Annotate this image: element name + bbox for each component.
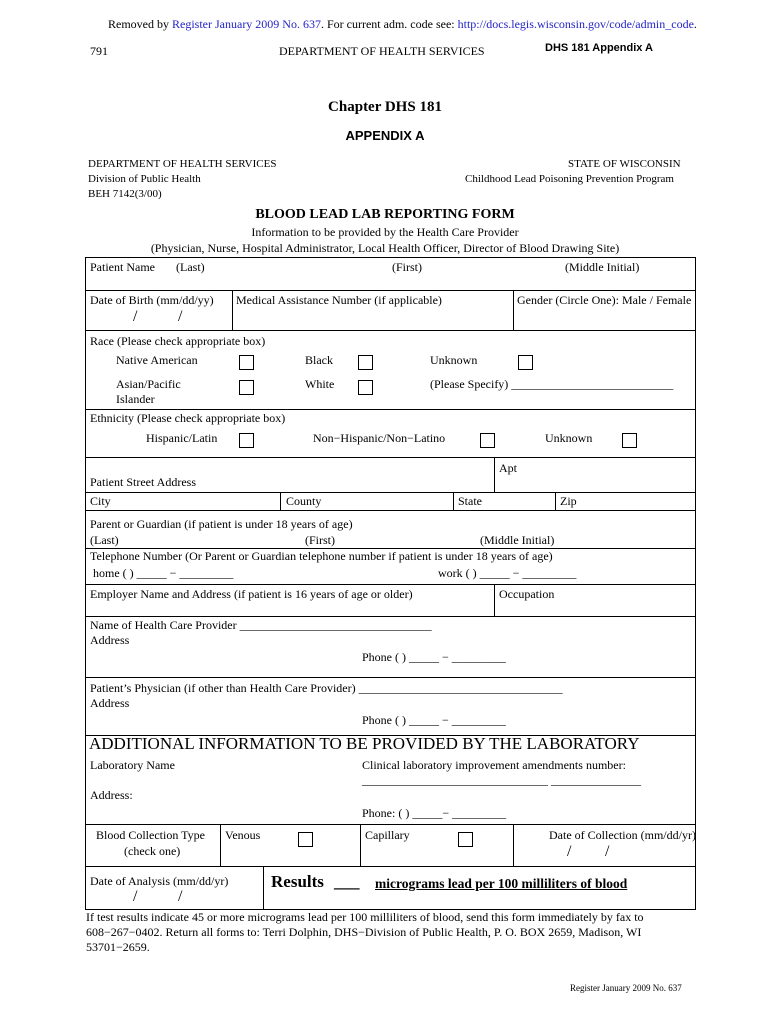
race-white-label: White [305, 377, 335, 391]
employer-label: Employer Name and Address (if patient is 16 years of age or older) [90, 587, 413, 601]
form-subtitle: Information to be provided by the Health Care Provider [251, 225, 519, 239]
removal-notice [108, 17, 697, 32]
race-native-checkbox[interactable] [239, 355, 254, 370]
ethnicity-hispanic-checkbox[interactable] [239, 433, 254, 448]
race-label: Race (Please check appropriate box) [90, 334, 266, 348]
patient-middle-label: (Middle Initial) [565, 260, 640, 274]
ethnicity-unknown-checkbox[interactable] [622, 433, 637, 448]
patient-name-label: Patient Name [90, 260, 155, 274]
header-appendix-ref: DHS 181 Appendix A [545, 42, 653, 54]
capillary-checkbox[interactable] [458, 832, 473, 847]
race-black-label: Black [305, 353, 333, 367]
lab-name-label: Laboratory Name [90, 758, 175, 772]
physician-field[interactable]: Patient’s Physician (if other than Health Care Provider) __________________________________ [90, 681, 563, 695]
dob-label: Date of Birth (mm/dd/yy) [90, 293, 214, 307]
guardian-middle-label: (Middle Initial) [480, 533, 555, 547]
physician-address-label: Address [90, 696, 130, 710]
analysis-date-slash-2: / [178, 888, 183, 905]
state-label: State [458, 494, 482, 508]
instructions-line-3: 53701−2659. [86, 940, 150, 954]
city-label: City [90, 494, 111, 508]
agency-left-3: BEH 7142(3/00) [88, 188, 162, 200]
telephone-label: Telephone Number (Or Parent or Guardian telephone number if patient is under 18 years of age) [90, 549, 553, 563]
race-asian-checkbox[interactable] [239, 380, 254, 395]
removal-suffix: . [693, 17, 697, 31]
collection-type-hint: (check one) [124, 844, 181, 858]
guardian-last-label: (Last) [90, 533, 119, 547]
patient-last-label: (Last) [176, 260, 205, 274]
chapter-title: Chapter DHS 181 [328, 99, 442, 115]
form-subtitle-roles: (Physician, Nurse, Hospital Administrator, Local Health Officer, Director of Blood Drawing Site) [150, 241, 620, 255]
medical-assistance-label: Medical Assistance Number (if applicable) [236, 293, 442, 307]
agency-right-1: STATE OF WISCONSIN [568, 158, 681, 170]
collection-type-label: Blood Collection Type [96, 828, 205, 842]
ethnicity-label: Ethnicity (Please check appropriate box) [90, 411, 286, 425]
capillary-label: Capillary [365, 828, 410, 842]
removal-prefix: Removed by [108, 17, 169, 31]
guardian-label: Parent or Guardian (if patient is under 18 years of age) [90, 517, 353, 531]
lab-section-heading: ADDITIONAL INFORMATION TO BE PROVIDED BY THE LABORATORY [89, 734, 640, 753]
race-asian-label-1: Asian/Pacific [116, 377, 181, 391]
race-unknown-checkbox[interactable] [518, 355, 533, 370]
patient-first-label: (First) [392, 260, 422, 274]
street-address-label: Patient Street Address [90, 475, 196, 489]
header-department: DEPARTMENT OF HEALTH SERVICES [279, 44, 485, 58]
form-title: BLOOD LEAD LAB REPORTING FORM [255, 207, 515, 222]
gender-label: Gender (Circle One): Male / Female [517, 293, 692, 307]
venous-label: Venous [225, 828, 261, 842]
dob-slash-1: / [133, 308, 138, 325]
instructions-line-2: 608−267−0402. Return all forms to: Terri Dolphin, DHS−Division of Public Health, P. O. BOX 2659, Madison, WI [86, 925, 642, 939]
admin-code-link[interactable]: http://docs.legis.wisconsin.gov/code/admin_code [457, 17, 694, 31]
lab-phone-field[interactable]: Phone: ( ) _____− _________ [362, 806, 507, 820]
occupation-label: Occupation [499, 587, 555, 601]
page-number: 791 [90, 44, 108, 58]
race-unknown-label: Unknown [430, 353, 478, 367]
collection-date-slash-2: / [605, 843, 610, 860]
zip-label: Zip [560, 494, 577, 508]
agency-left-1: DEPARTMENT OF HEALTH SERVICES [88, 158, 277, 170]
dob-slash-2: / [178, 308, 183, 325]
ethnicity-hispanic-label: Hispanic/Latin [146, 431, 218, 445]
provider-name-field[interactable]: Name of Health Care Provider ________________________________ [90, 618, 432, 632]
clia-label: Clinical laboratory improvement amendments number: [362, 758, 626, 772]
guardian-first-label: (First) [305, 533, 335, 547]
results-units: micrograms lead per 100 milliliters of blood [375, 876, 628, 891]
race-black-checkbox[interactable] [358, 355, 373, 370]
results-value-field[interactable]: ___ [334, 872, 360, 891]
provider-phone-field[interactable]: Phone ( ) _____ − _________ [362, 650, 506, 664]
collection-date-slash-1: / [567, 843, 572, 860]
analysis-date-slash-1: / [133, 888, 138, 905]
race-native-label: Native American [116, 353, 198, 367]
agency-left-2: Division of Public Health [88, 173, 201, 185]
race-specify-field[interactable]: (Please Specify) ___________________________ [430, 377, 674, 391]
work-phone-field[interactable]: work ( ) _____ − _________ [438, 566, 577, 580]
physician-phone-field[interactable]: Phone ( ) _____ − _________ [362, 713, 506, 727]
venous-checkbox[interactable] [298, 832, 313, 847]
ethnicity-non-hispanic-label: Non−Hispanic/Non−Latino [313, 431, 446, 445]
ethnicity-unknown-label: Unknown [545, 431, 593, 445]
ethnicity-non-hispanic-checkbox[interactable] [480, 433, 495, 448]
register-link[interactable]: Register January 2009 No. 637 [172, 17, 321, 31]
county-label: County [286, 494, 322, 508]
home-phone-field[interactable]: home ( ) _____ − _________ [93, 566, 234, 580]
agency-right-2: Childhood Lead Poisoning Prevention Program [465, 173, 674, 185]
race-asian-label-2: Islander [116, 392, 155, 406]
analysis-date-label: Date of Analysis (mm/dd/yr) [90, 874, 229, 888]
instructions-line-1: If test results indicate 45 or more micrograms lead per 100 milliliters of blood, send this form immediately by fax to [86, 910, 644, 924]
race-white-checkbox[interactable] [358, 380, 373, 395]
results-label: Results [271, 872, 324, 891]
provider-address-label: Address [90, 633, 130, 647]
lab-address-label: Address: [90, 788, 133, 802]
collection-date-label: Date of Collection (mm/dd/yr) [549, 828, 696, 842]
register-footer: Register January 2009 No. 637 [570, 983, 682, 993]
removal-mid: . For current adm. code see: [320, 17, 455, 31]
clia-number-field[interactable]: _______________________________ _______________ [362, 773, 641, 787]
appendix-title: APPENDIX A [345, 128, 425, 143]
apt-label: Apt [499, 461, 517, 475]
